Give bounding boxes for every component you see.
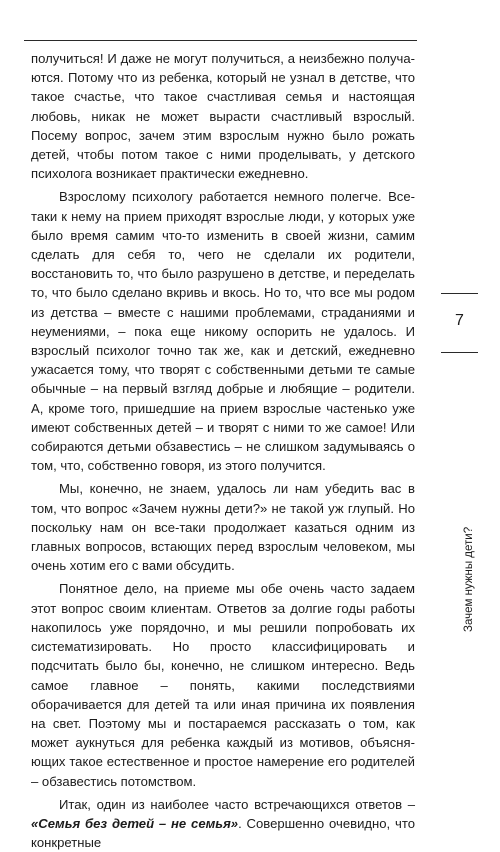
top-rule <box>24 40 417 41</box>
paragraph-5 <box>31 795 415 852</box>
paragraph-5-tail: . Совершенно очевидно, что конкретные <box>31 815 415 851</box>
page-number-rule-top <box>441 293 478 294</box>
page-number-rule-bottom <box>441 352 478 353</box>
paragraph-1: получиться! И даже не могут получиться, а неизбежно получаются. Потому что из ребенка, который не узнал в детстве, что такое счастье, что такое счастливая семья и настоящая любовь, никак не может вырасти счастливый взрослый. Посему вопрос, зачем этим взрослым нужно было рожать детей, чтобы потом такое с ними проделывать, у детского психолога возникает практически ежедневно. <box>31 51 415 182</box>
paragraph-4: Понятное дело, на приеме мы обе очень часто задаем этот вопрос своим клиентам. Ответов за долгие годы работы накопилось уже порядочно, и мы решили попробовать их систематизировать. Но просто классифицировать и подсчитать было бы, конечно, не слишком интересно. Ведь самое главное – понять, какими последствиями оборачивается для детей та или иная причина их появления на свет. Поэтому мы и постараемся рассказать о том, как может аукнуться для ребенка каждый из мотивов, объясняющих такое естественное и простое намерение его родителей – обзавестись потомством. <box>31 581 415 789</box>
paragraph-3: Мы, конечно, не знаем, удалось ли нам убедить вас в том, что вопрос «Зачем нужны дети?» не такой уж глупый. Но поскольку нам он все-таки продолжает казаться одним из главных вопросов, встающих перед взрослым человеком, мы очень хотим его с вами обсудить. <box>31 481 415 574</box>
emphasized-answer: «Семья без детей – не семья» <box>31 815 239 831</box>
paragraph-5-lead: Итак, один из наиболее часто встречающихся ответов – <box>59 796 415 812</box>
page-number: 7 <box>455 312 464 329</box>
paragraph-2: Взрослому психологу работается немного полегче. Все-таки к нему на прием приходят взрослые люди, у которых уже было время самим что-то изменить в своей жизни, самим сделать для себя то, чего не сделали их родители, восстановить то, что было разрушено в детстве, и переделать то, что было сделано вкривь и вкось. Но то, что все мы родом из детства – вместе с нашими проблемами, страданиями и неумениями, – пока еще никому оспорить не удалось. И взрослый психолог точно так же, как и детский, ежедневно ужасается тому, что творят с собственными детьми те самые обычные – на первый взгляд добрые и любящие – родители. А, кроме того, пришедшие на прием взрослые частенько уже имеют собственных детей – и творят с ними то же самое! Или собираются детьми обзавестись – не слишком задумываясь о том, что, собственно говоря, из этого получится. <box>31 189 415 474</box>
running-title: Зачем нужны дети? <box>463 526 475 632</box>
